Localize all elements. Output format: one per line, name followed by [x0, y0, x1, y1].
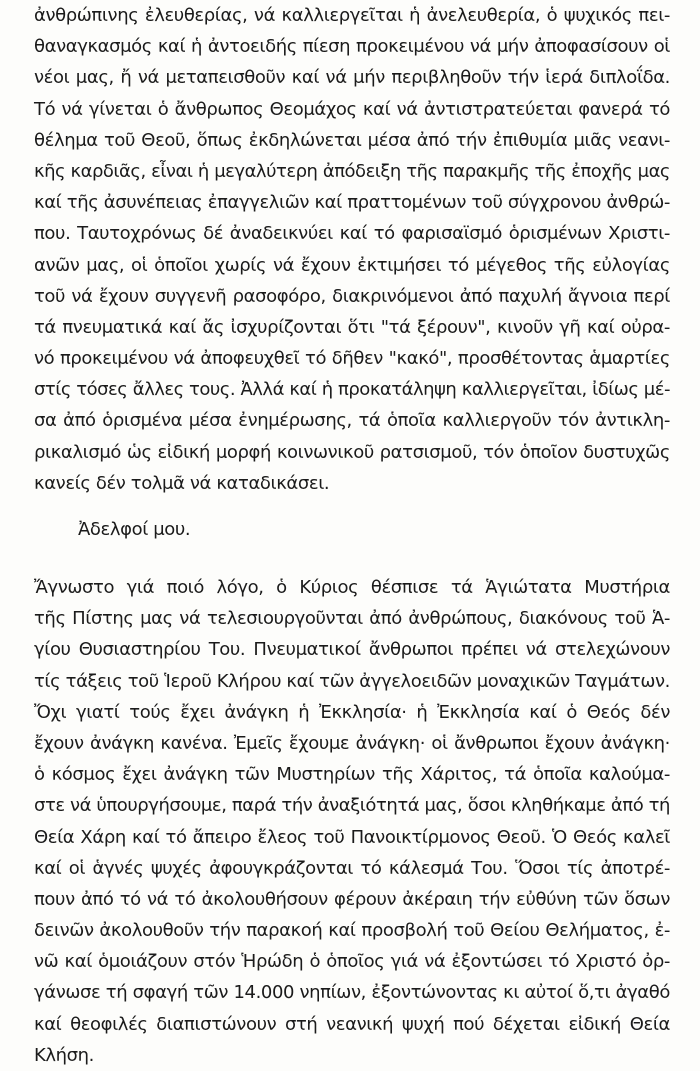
text-line: τά πνευματικά καί ἄς ἰσχυρίζονται ὅτι "τά ξέρουν", κινοῦν γῆ καί οὐρα- [34, 316, 670, 338]
text-line: νῶ καί ὁμοιάζουν στόν Ἡρώδη ὁ ὁποῖος γιά νά ἐξοντώσει τό Χριστό ὀρ- [34, 951, 670, 973]
text-line: νό προκειμένου νά ἀποφευχθεῖ τό δῆθεν "κακό", προσθέτοντας ἁμαρτίες [34, 348, 670, 370]
text-line: δεινῶν ἀκολουθοῦν τήν παρακοή καί προσβολή τοῦ Θείου Θελήματος, ἐ- [34, 920, 670, 942]
text-line: θέλημα τοῦ Θεοῦ, ὅπως ἐκδηλώνεται μέσα ἀπό τήν ἐπιθυμία μιᾶς νεανι- [34, 129, 670, 151]
text-line: γίου Θυσιαστηρίου Του. Πνευματικοί ἄνθρωποι πρέπει νά στελεχώνουν [34, 639, 670, 661]
text-line: γάνωσε τή σφαγή τῶν 14.000 νηπίων, ἐξοντώνοντας κι αὐτοί ὅ,τι ἀγαθό [34, 982, 670, 1004]
text-line: καί οἱ ἁγνές ψυχές ἀφουγκράζονται τό κάλεσμά Του. Ὅσοι τίς ἀποτρέ- [34, 857, 670, 879]
text-line: σα ἀπό ὁρισμένα μέσα ἐνημέρωσης, τά ὁποῖα καλλιεργοῦν τόν ἀντικλη- [34, 410, 670, 432]
text-line: ανῶν μας, οἱ ὁποῖοι χωρίς νά ἔχουν ἐκτιμήσει τό μέγεθος τῆς εὐλογίας [34, 254, 670, 276]
text-line: στίς τόσες ἄλλες τους. Ἀλλά καί ἡ προκατάληψη καλλιεργεῖται, ἰδίως μέ- [34, 379, 670, 401]
text-line: Ἄγνωστο γιά ποιό λόγο, ὁ Κύριος θέσπισε τά Ἁγιώτατα Μυστήρια [34, 577, 670, 598]
text-line: ἀνθρώπινης ἐλευθερίας, νά καλλιεργεῖται ἡ ἀνελευθερία, ὁ ψυχικός πει- [34, 5, 670, 26]
text-line: Ἀδελφοί μου. [78, 519, 191, 540]
text-line: θαναγκασμός καί ἡ ἀντοειδής πίεση προκειμένου νά μήν ἀποφασίσουν οἱ [34, 36, 670, 58]
text-line: Θεία Χάρη καί τό ἄπειρο ἔλεος τοῦ Πανοικτίρμονος Θεοῦ. Ὁ Θεός καλεῖ [34, 826, 670, 848]
text-line: καί τῆς ἀσυνέπειας ἐπαγγελιῶν καί πραττομένων τοῦ σύγχρονου ἀνθρώ- [34, 192, 670, 214]
text-line: ὁ κόσμος ἔχει ἀνάγκη τῶν Μυστηρίων τῆς Χάριτος, τά ὁποῖα καλούμα- [34, 764, 670, 786]
text-line: Ὄχι γιατί τούς ἔχει ἀνάγκη ἡ Ἐκκλησία· ἡ Ἐκκλησία καί ὁ Θεός δέν [34, 701, 670, 723]
text-line: ἔχουν ἀνάγκη κανένα. Ἐμεῖς ἔχουμε ἀνάγκη· οἱ ἄνθρωποι ἔχουν ἀνάγκη· [34, 732, 670, 754]
paragraph-salutation [78, 514, 678, 545]
text-line: στε νά ὑπουργήσουμε, παρά τήν ἀναξιότητά μας, ὅσοι κληθήκαμε ἀπό τή [34, 795, 670, 817]
paragraph-2 [34, 572, 670, 1071]
text-line: τίς τάξεις τοῦ Ἱεροῦ Κλήρου καί τῶν ἀγγελοειδῶν μοναχικῶν Ταγμάτων. [34, 670, 670, 692]
paragraph-1 [34, 0, 670, 499]
text-line: κανείς δέν τολμᾶ νά καταδικάσει. [34, 472, 330, 494]
text-line: πουν ἀπό τό νά τό ἀκολουθήσουν φέρουν ἀκέραιη τήν εὐθύνη τῶν ὅσων [34, 888, 670, 910]
text-line: Κλήση. [34, 1044, 95, 1066]
text-line: τῆς Πίστης μας νά τελεσιουργοῦνται ἀπό ἀνθρώπους, διακόνους τοῦ Ἁ- [34, 608, 670, 630]
text-line: ρικαλισμό ὡς εἰδική μορφή κοινωνικοῦ ρατσισμοῦ, τόν ὁποῖον δυστυχῶς [34, 441, 670, 463]
text-line: κῆς καρδιᾶς, εἶναι ἡ μεγαλύτερη ἀπόδειξη τῆς παρακμῆς τῆς ἐποχῆς μας [34, 160, 670, 182]
text-line: τοῦ νά ἔχουν συγγενῆ ρασοφόρο, διακρινόμενοι ἀπό παχυλή ἄγνοια περί [34, 285, 670, 307]
text-line: Τό νά γίνεται ὁ ἄνθρωπος Θεομάχος καί νά ἀντιστρατεύεται φανερά τό [34, 98, 670, 120]
text-line: που. Ταυτοχρόνως δέ ἀναδεικνύει καί τό φαρισαϊσμό ὁρισμένων Χριστι- [34, 223, 670, 245]
text-line: καί θεοφιλές διαπιστώνουν στή νεανική ψυχή πού δέχεται εἰδική Θεία [34, 1013, 670, 1035]
text-line: νέοι μας, ἤ νά μεταπεισθοῦν καί νά μήν περιβληθοῦν τήν ἱερά διπλοΐδα. [34, 67, 670, 89]
